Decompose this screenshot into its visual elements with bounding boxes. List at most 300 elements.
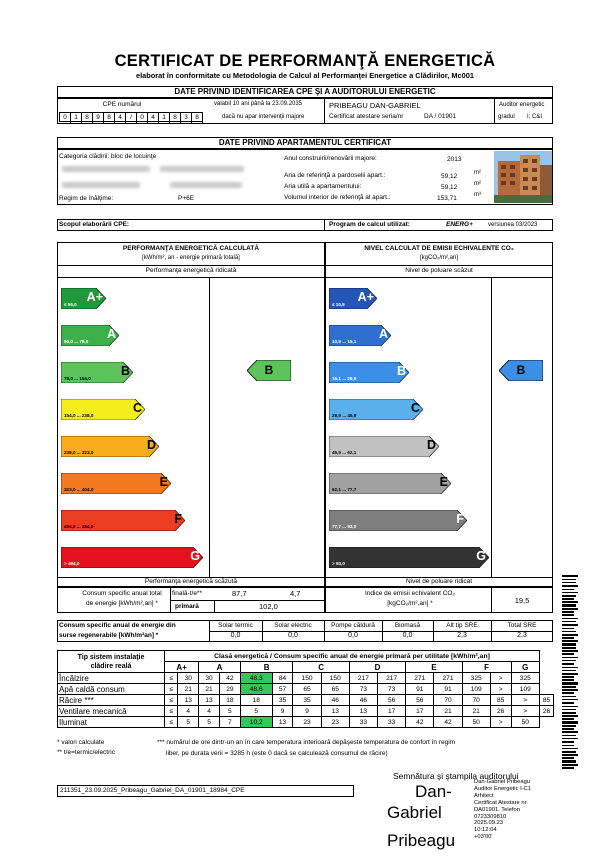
signature-info-line: 10:12:04: [474, 827, 497, 834]
class-letter-header: D: [349, 662, 405, 673]
unit-m3: m³: [474, 192, 481, 198]
emission-bottom-label: Nivel de poluare ridicat: [405, 578, 473, 585]
barcode-bar: [562, 760, 576, 762]
class-letter: F: [174, 512, 182, 526]
table-cell: 9: [272, 706, 293, 717]
class-range: 15,1 ... 29,9: [332, 376, 357, 381]
energy-scale-class-bar: [61, 362, 133, 383]
certificate-reference: 211351_23.09.2025_Pribeagu_Gabriel_DA_01901_18984_CPE: [60, 787, 245, 794]
barcode-bar: [562, 624, 578, 626]
table-cell: 30: [199, 673, 220, 684]
energy-scale-title: PERFORMANŢA ENERGETICĂ CALCULATĂ: [122, 245, 260, 252]
class-letter-header: B: [240, 662, 293, 673]
energy-scale-class-bar: [61, 325, 119, 346]
table-cell: 33: [349, 717, 377, 728]
barcode-bar: [562, 589, 574, 591]
class-letter: E: [159, 475, 168, 489]
table-cell: 325: [462, 673, 490, 684]
class-table-header: Clasă energetică / Consum specific anual de energie primară per utilitate [kWh/m²,an]: [165, 651, 540, 662]
renewable-column-value: 0,0: [402, 632, 413, 639]
barcode: [562, 575, 578, 770]
auditor-label: Auditor energetic: [499, 102, 545, 108]
table-cell: 46: [349, 695, 377, 706]
barcode-bar: [562, 735, 576, 737]
building-photo: [494, 151, 552, 203]
cpe-digit: 1: [71, 113, 82, 123]
table-cell: 150: [321, 673, 349, 684]
table-cell: 109: [462, 684, 490, 695]
emission-scale-class-bar: [329, 399, 423, 420]
table-cell: 150: [293, 673, 321, 684]
renewable-column-value: 2,3: [457, 632, 467, 639]
barcode-bar: [562, 660, 576, 662]
emission-scale-class-bar: [329, 473, 451, 494]
primary-energy-value: 102,0: [259, 602, 278, 611]
table-cell: 50: [462, 717, 490, 728]
table-row: [58, 673, 554, 684]
class-range: 77,7 ... 93,0: [332, 524, 357, 529]
signature-info-line: 0723309810: [474, 813, 507, 820]
table-cell: 5: [219, 706, 240, 717]
utility-name: Răcire ***: [58, 695, 165, 706]
barcode-bar: [562, 601, 578, 603]
table-cell: 13: [321, 706, 349, 717]
signature-info-line: DA01901. Telefon: [474, 806, 520, 813]
emission-scale-class-bar: [329, 362, 409, 383]
auditor-name: PRIBEAGU DAN-GABRIEL: [329, 101, 421, 110]
barcode-bar: [562, 634, 578, 636]
class-letter-header: F: [462, 662, 511, 673]
class-range: ≤ 10,9: [332, 302, 345, 307]
identification-title: DATE PRIVIND IDENTIFICAREA CPE ŞI A AUDITORULUI ENERGETIC: [57, 86, 553, 98]
table-cell: 26: [539, 706, 553, 717]
redacted-address: [170, 182, 242, 188]
signature-info-line: 2025.09.23: [474, 820, 504, 827]
cpe-digit: 3: [181, 113, 192, 123]
barcode-bar: [562, 628, 574, 630]
table-cell: ≤: [165, 673, 178, 684]
table-cell: >: [511, 706, 539, 717]
energy-scale-class-bar: [61, 288, 106, 309]
table-cell: 70: [462, 695, 490, 706]
cpe-digit: 0: [137, 113, 148, 123]
cpe-digit: 0: [60, 113, 71, 123]
emission-scale-class-bar: [329, 325, 391, 346]
barcode-bar: [562, 579, 576, 581]
signature-info-line: Dan-Gabriel Pribeagu: [474, 779, 531, 785]
primary-energy-label: primară: [175, 603, 199, 610]
table-cell: 4: [199, 706, 220, 717]
table-cell: 109: [511, 684, 539, 695]
renewable-column-value: 0,0: [230, 632, 241, 639]
barcode-bar: [562, 673, 578, 675]
system-type-header-line1: Tip sistem instalaţie: [77, 653, 145, 661]
emission-scale-class-bar: [329, 436, 439, 457]
cpe-number-digits: [59, 112, 203, 122]
barcode-bar: [562, 706, 578, 708]
barcode-bar: [562, 686, 576, 688]
energy-scale-class-bar: [61, 510, 185, 531]
class-letter: B: [120, 364, 130, 378]
table-cell: >: [490, 673, 511, 684]
barcode-bar: [562, 718, 574, 720]
energy-scale-units: [kWh/m², an - energie primară totală]: [142, 255, 240, 261]
table-cell: 84: [272, 673, 293, 684]
barcode-bar: [562, 608, 578, 610]
cpe-digit: 8: [170, 113, 181, 123]
barcode-bar: [562, 604, 576, 606]
table-cell: 73: [378, 684, 406, 695]
table-row: [58, 717, 554, 728]
utility-name: Iluminat: [58, 717, 165, 728]
page-subtitle: elaborat în conformitate cu Metodologia de Calcul al Performanţei Energetice a Clădirilor, Mc001: [135, 71, 474, 80]
table-cell: 56: [406, 695, 434, 706]
table-cell: 26: [490, 706, 511, 717]
table-cell: 65: [293, 684, 321, 695]
table-cell: 7: [219, 717, 240, 728]
note-calculated: * valori calculate: [57, 739, 105, 746]
class-letter-header: C: [293, 662, 349, 673]
digital-signature-info: [474, 779, 531, 841]
table-cell: 42: [434, 717, 462, 728]
note-comfort-hours: *** numărul de ore dintr-un an în care temperatura interioară depăşeste temperatura de confort în regim: [157, 739, 456, 746]
class-range: 323,0 ... 404,0: [64, 487, 94, 492]
final-energy-thermal: 87,7: [232, 589, 247, 598]
table-cell: 56: [378, 695, 406, 706]
barcode-bar: [562, 767, 574, 769]
renewable-column-label: Alt tip SRE: [446, 622, 478, 629]
emission-top-label: Nivel de poluare scăzut: [405, 267, 473, 274]
utility-name: Apă caldă consum: [58, 684, 165, 695]
emission-index-value: 19,5: [514, 596, 530, 605]
renewable-label: Consum specific anual de energie din: [59, 622, 176, 629]
table-cell: 91: [434, 684, 462, 695]
class-letter: D: [426, 438, 436, 452]
emission-scale-class-bar: [329, 510, 467, 531]
scope-box: [57, 219, 553, 231]
table-row: [58, 684, 554, 695]
barcode-bar: [562, 663, 574, 665]
validity-text: valabil 10 ani până la 23.09.2035: [214, 101, 303, 107]
renewable-column-value: 2,3: [517, 632, 527, 639]
final-energy-label: finală-t/e**: [172, 590, 202, 597]
barcode-bar: [562, 748, 578, 750]
cpe-digit: 8: [192, 113, 203, 123]
reference-floor-label: Aria de referinţă a pardoselii apart.:: [284, 172, 386, 179]
table-cell: 48,3: [240, 673, 272, 684]
class-range: 154,0 ... 238,0: [64, 413, 94, 418]
signature-info-line: Arhitect: [474, 792, 494, 799]
renewable-column-label: Pompe căldură: [331, 622, 375, 629]
table-cell: 5: [240, 706, 272, 717]
cpe-digit: 9: [93, 113, 104, 123]
cpe-digit: 8: [104, 113, 115, 123]
class-range: 238,0 ... 323,0: [64, 450, 94, 455]
table-cell: 18: [219, 695, 240, 706]
barcode-bar: [562, 728, 574, 730]
table-cell: 65: [321, 684, 349, 695]
energy-top-label: Performanţa energetică ridicată: [145, 267, 237, 274]
barcode-bar: [562, 657, 578, 659]
barcode-bar: [562, 712, 576, 714]
height-regime-value: P+6E: [178, 195, 195, 202]
table-cell: 30: [178, 673, 199, 684]
table-cell: 35: [293, 695, 321, 706]
system-type-header: [58, 651, 165, 673]
table-cell: 17: [406, 706, 434, 717]
barcode-bar: [562, 670, 576, 672]
cpe-digit: 4: [148, 113, 159, 123]
emission-scale-title: NIVEL CALCULAT DE EMISII ECHIVALENTE CO₂: [364, 245, 514, 252]
class-letter: A+: [357, 290, 374, 304]
renewable-column-value: 0,0: [348, 632, 358, 639]
class-letter: G: [190, 549, 200, 563]
table-cell: 46: [321, 695, 349, 706]
barcode-bar: [562, 611, 574, 613]
table-cell: 18: [240, 695, 272, 706]
table-cell: 70: [434, 695, 462, 706]
note-thermal-electric: ** t/e=termic/electric: [57, 749, 115, 756]
utility-name: Încălzire: [58, 673, 165, 684]
barcode-bar: [562, 575, 578, 577]
barcode-bar: [562, 699, 578, 701]
apartment-title: DATE PRIVIND APARTAMENTUL CERTIFICAT: [57, 137, 553, 149]
emission-scale-class-bar: [329, 547, 489, 568]
barcode-bar: [562, 741, 574, 743]
cpe-digit: /: [126, 113, 137, 123]
certificate-series: DA / 01901: [424, 113, 457, 120]
separator: [324, 98, 325, 124]
barcode-bar: [562, 696, 576, 698]
barcode-bar: [562, 692, 574, 694]
class-letter: G: [476, 549, 486, 563]
barcode-bar: [562, 721, 578, 723]
table-cell: 325: [511, 673, 539, 684]
volume-label: Volumul interior de referinţă al apart.:: [284, 194, 391, 201]
table-cell: 57: [272, 684, 293, 695]
table-cell: 35: [272, 695, 293, 706]
class-letter-header: A+: [165, 662, 199, 673]
divider: [57, 265, 553, 266]
class-range: 10,9 ... 15,1: [332, 339, 357, 344]
table-cell: 17: [378, 706, 406, 717]
signature-line-1: Dan-: [415, 782, 452, 801]
grade-value: I; C&I: [527, 114, 543, 120]
useful-area-value: 59,12: [441, 184, 458, 191]
table-cell: >: [490, 717, 511, 728]
class-letter: C: [410, 401, 420, 415]
energy-bottom-label: Performanţa energetică scăzută: [144, 578, 238, 585]
system-type-header-line2: clădire reală: [90, 662, 132, 670]
separator: [494, 98, 495, 124]
barcode-bar: [562, 754, 578, 756]
barcode-bar: [562, 676, 574, 678]
page-title: CERTIFICAT DE PERFORMANŢĂ ENERGETICĂ: [114, 52, 496, 70]
divider: [170, 600, 325, 601]
table-cell: >: [490, 684, 511, 695]
validity-condition: dacă nu apar intervenţii majore: [222, 114, 305, 120]
separator: [209, 277, 210, 577]
class-letter: D: [146, 438, 156, 452]
class-letter: E: [439, 475, 448, 489]
renewable-column-value: 0,0: [288, 632, 298, 639]
scope-label: Scopul elaborării CPE:: [59, 221, 130, 228]
barcode-bar: [562, 731, 578, 733]
table-cell: 13: [349, 706, 377, 717]
renewable-column-label: Solar termic: [218, 622, 253, 629]
emission-index-label: Indice de emisii echivalent CO₂: [365, 590, 455, 597]
signature-info-line: +03'00': [474, 834, 493, 841]
signature-line-2: Gabriel: [387, 803, 442, 822]
separator: [491, 277, 492, 577]
table-cell: 23: [321, 717, 349, 728]
class-letter: A: [378, 327, 388, 341]
table-cell: 50: [511, 717, 539, 728]
table-cell: 5: [178, 717, 199, 728]
class-range: 56,0 ... 78,0: [64, 339, 89, 344]
energy-class-table: [57, 650, 554, 728]
volume-value: 153,71: [437, 195, 457, 202]
signature-info-line: Certificat Atestare nr.: [474, 799, 528, 806]
table-cell: 33: [378, 717, 406, 728]
table-cell: 21: [178, 684, 199, 695]
energy-rating-letter: B: [264, 363, 274, 377]
table-cell: 271: [406, 673, 434, 684]
unit-m2: m²: [474, 170, 481, 176]
table-cell: ≤: [165, 695, 178, 706]
emission-rating-pointer: [499, 360, 543, 381]
barcode-bar: [562, 585, 578, 587]
barcode-bar: [562, 643, 576, 645]
table-cell: 85: [490, 695, 511, 706]
signature-info-line: Auditor Energetic I-C1: [474, 785, 532, 792]
class-letter: A+: [86, 290, 103, 304]
barcode-bar: [562, 614, 574, 616]
energy-scale-class-bar: [61, 547, 203, 568]
separator: [214, 600, 215, 613]
barcode-bar: [562, 702, 574, 704]
building-category: Categoria clădirii: bloc de locuinţe: [59, 153, 157, 160]
emission-scale-class-bar: [329, 288, 377, 309]
barcode-bar: [562, 653, 574, 655]
emission-scale-units: [kgCO₂/m²,an]: [419, 255, 458, 261]
table-cell: 73: [349, 684, 377, 695]
height-regime-label: Regim de înălţime:: [59, 195, 114, 202]
class-letter-header: A: [199, 662, 241, 673]
barcode-bar: [562, 679, 574, 681]
note-comfort-hours-2: liber, pe durata verii = 3285 h (este 0 dacă se calculează consumul de răcire): [166, 750, 388, 757]
table-cell: 42: [406, 717, 434, 728]
class-letter: A: [106, 327, 116, 341]
table-row: [58, 706, 554, 717]
barcode-bar: [562, 592, 578, 594]
barcode-bar: [562, 745, 574, 747]
table-cell: ≤: [165, 717, 178, 728]
signature-label: Semnătura şi ştampila auditorului: [393, 771, 519, 781]
emission-rating-letter: B: [516, 363, 526, 377]
barcode-bar: [562, 764, 578, 766]
table-cell: 5: [199, 717, 220, 728]
barcode-bar: [562, 618, 578, 620]
barcode-bar: [562, 738, 578, 740]
redacted-address: [62, 182, 140, 188]
table-cell: 42: [219, 673, 240, 684]
table-cell: 23: [293, 717, 321, 728]
table-cell: 91: [406, 684, 434, 695]
grade-label: gradul: [498, 114, 515, 120]
energy-scale-class-bar: [61, 473, 171, 494]
signature-name: [415, 782, 452, 802]
barcode-bar: [562, 631, 576, 633]
class-letter: C: [132, 401, 142, 415]
table-cell: 85: [539, 695, 553, 706]
class-range: ≤ 56,0: [64, 302, 77, 307]
unit-m2: m²: [474, 181, 481, 187]
table-cell: 271: [434, 673, 462, 684]
class-letter-header: E: [406, 662, 462, 673]
barcode-bar: [562, 640, 578, 642]
cpe-digit: 8: [82, 113, 93, 123]
table-cell: 13: [178, 695, 199, 706]
table-cell: >: [511, 695, 539, 706]
renewable-label-2: surse regenerabile [kWh/m²an] *: [59, 632, 159, 639]
class-letter: F: [456, 512, 464, 526]
construction-year-value: 2013: [447, 156, 462, 163]
cpe-digit: 4: [115, 113, 126, 123]
table-cell: 48,6: [240, 684, 272, 695]
barcode-bar: [562, 595, 576, 597]
useful-area-label: Aria utilă a apartamentului:: [284, 183, 362, 190]
utility-name: Ventilare mecanică: [58, 706, 165, 717]
table-cell: 13: [199, 695, 220, 706]
table-cell: 10,2: [240, 717, 272, 728]
energy-scale-class-bar: [61, 436, 159, 457]
class-range: > 93,0: [332, 561, 345, 566]
class-range: 78,0 ... 154,0: [64, 376, 91, 381]
table-cell: 21: [199, 684, 220, 695]
table-cell: ≤: [165, 706, 178, 717]
barcode-bar: [562, 689, 578, 691]
program-label: Program de calcul utilizat:: [329, 221, 410, 228]
barcode-bar: [562, 715, 578, 717]
class-range: > 484,0: [64, 561, 80, 566]
renewable-column-label: Solar electric: [274, 622, 312, 629]
reference-floor-value: 59,12: [441, 173, 458, 180]
table-cell: 217: [378, 673, 406, 684]
redacted-address: [62, 166, 150, 172]
divider: [209, 631, 553, 632]
table-cell: 21: [434, 706, 462, 717]
table-cell: ≤: [165, 684, 178, 695]
barcode-bar: [562, 751, 576, 753]
emission-index-label-2: [kgCO₂/m²,an] *: [387, 600, 433, 607]
barcode-bar: [562, 709, 576, 711]
barcode-bar: [562, 757, 574, 759]
table-cell: 9: [293, 706, 321, 717]
final-energy-electric: 4,7: [290, 589, 301, 598]
class-letter-header: G: [511, 662, 539, 673]
cpe-digit: 1: [159, 113, 170, 123]
consumption-label-2: de energie [kWh/m²,an] *: [86, 600, 158, 607]
barcode-bar: [562, 650, 578, 652]
class-range: 29,9 ... 45,9: [332, 413, 357, 418]
barcode-bar: [562, 682, 578, 684]
barcode-bar: [562, 637, 574, 639]
barcode-bar: [562, 582, 576, 584]
class-letter: B: [396, 364, 406, 378]
energy-rating-pointer: [247, 360, 291, 381]
table-cell: 29: [219, 684, 240, 695]
